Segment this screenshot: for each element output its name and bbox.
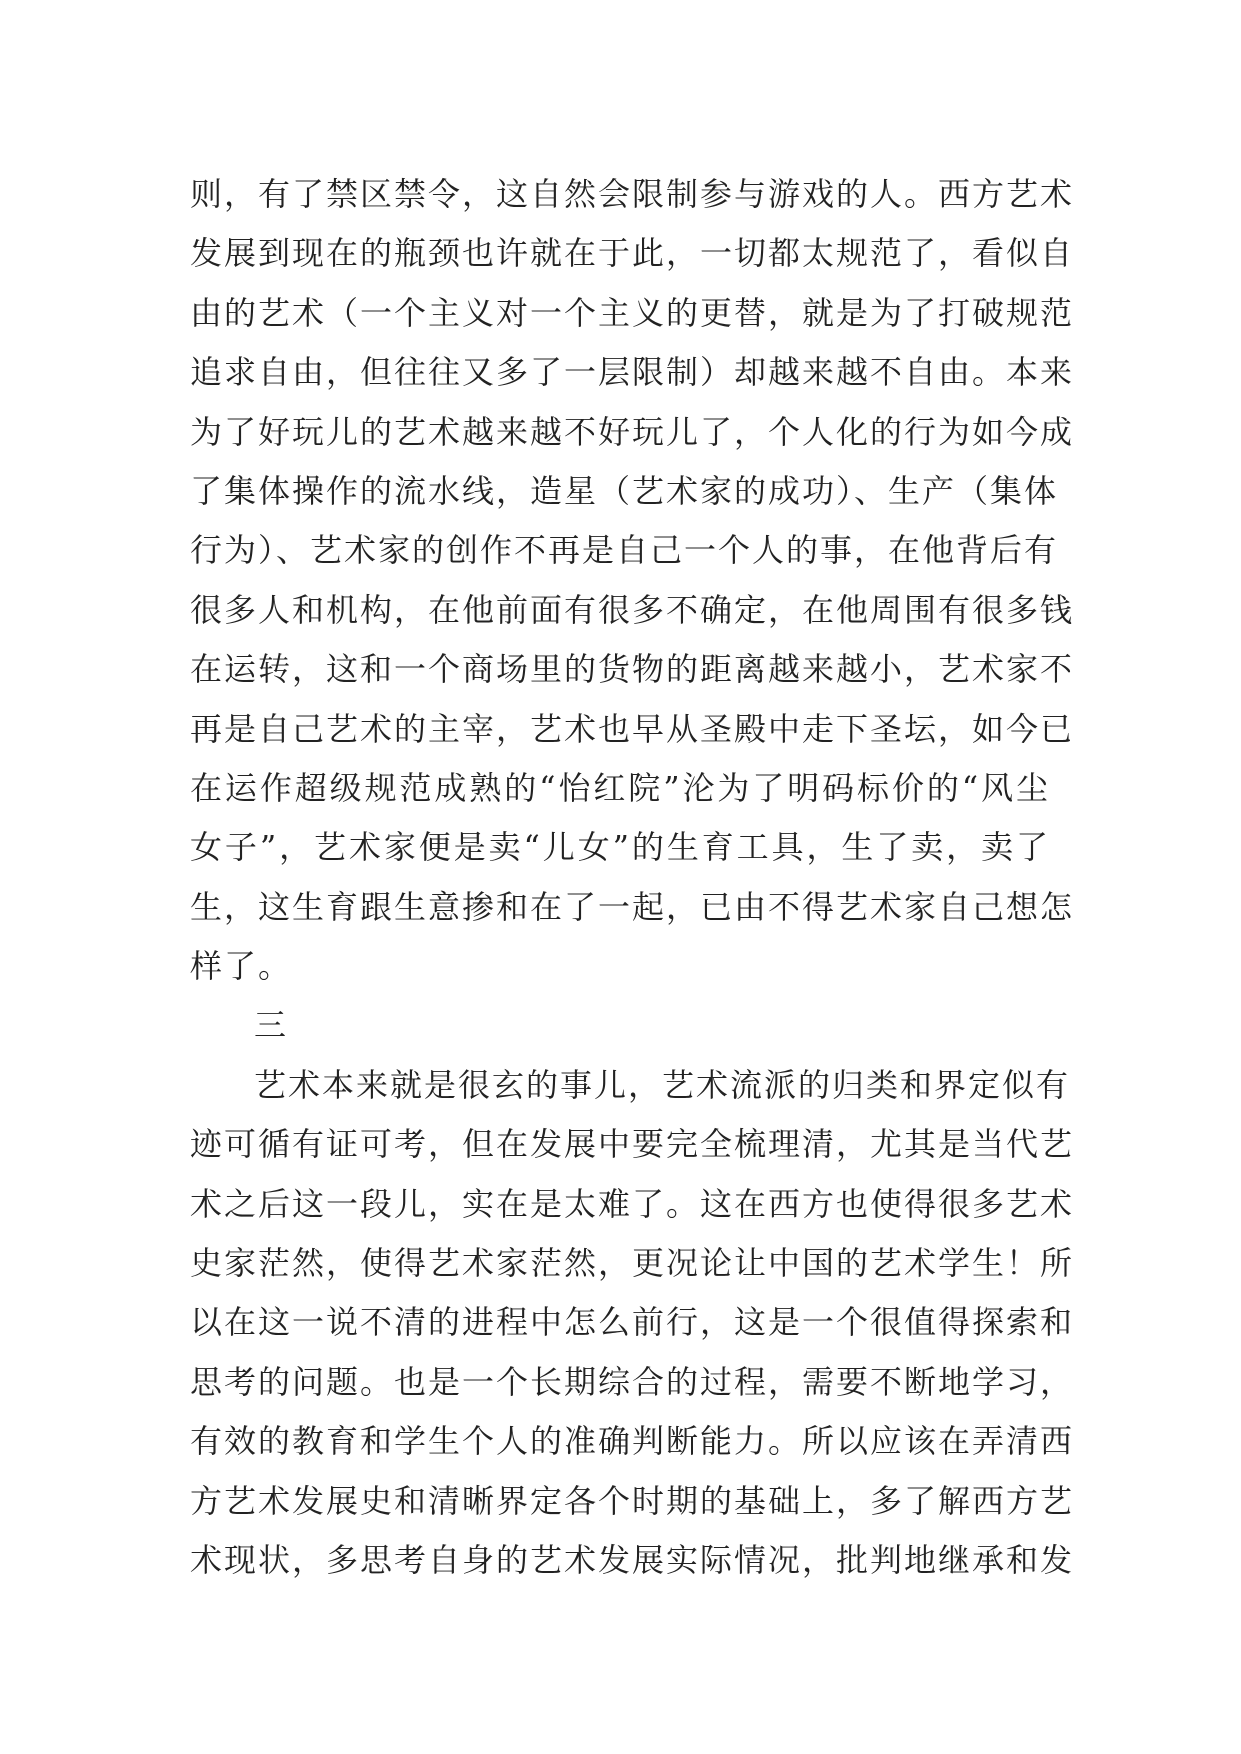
text-line: 在运作超级规范成熟的“怡红院”沦为了明码标价的“风尘: [190, 768, 1050, 807]
text-line: 思考的问题。也是一个长期综合的过程，需要不断地学习，: [190, 1362, 1075, 1401]
body-text: [190, 165, 1075, 1590]
text-line: 在运转，这和一个商场里的货物的距离越来越小，艺术家不: [190, 650, 1075, 689]
text-line: 很多人和机构，在他前面有很多不确定，在他周围有很多钱: [190, 590, 1075, 629]
text-line: 术之后这一段儿，实在是太难了。这在西方也使得很多艺术: [190, 1184, 1075, 1223]
text-line: 了集体操作的流水线，造星（艺术家的成功）、生产（集体: [190, 471, 1059, 510]
text-line: 以在这一说不清的进程中怎么前行，这是一个很值得探索和: [190, 1303, 1075, 1342]
text-line: 为了好玩儿的艺术越来越不好玩儿了，个人化的行为如今成: [190, 412, 1075, 451]
text-line: 发展到现在的瓶颈也许就在于此，一切都太规范了，看似自: [190, 234, 1075, 273]
text-line: 术现状，多思考自身的艺术发展实际情况，批判地继承和发: [190, 1540, 1075, 1579]
text-line: 有效的教育和学生个人的准确判断能力。所以应该在弄清西: [190, 1422, 1075, 1461]
text-line: 史家茫然，使得艺术家茫然，更况论让中国的艺术学生！所: [190, 1244, 1075, 1283]
text-line: 再是自己艺术的主宰，艺术也早从圣殿中走下圣坛，如今已: [190, 709, 1075, 748]
section-heading: 三: [254, 1006, 289, 1045]
text-line: 女子”，艺术家便是卖“儿女”的生育工具，生了卖，卖了: [190, 828, 1050, 867]
text-line: 方艺术发展史和清晰界定各个时期的基础上，多了解西方艺: [190, 1481, 1075, 1520]
text-line: 样了。: [190, 947, 293, 986]
text-line: 追求自由，但往往又多了一层限制）却越来越不自由。本来: [190, 353, 1075, 392]
text-line: 行为）、艺术家的创作不再是自己一个人的事，在他背后有: [190, 531, 1059, 570]
text-line: 艺术本来就是很玄的事儿，艺术流派的归类和界定似有: [254, 1065, 1071, 1104]
text-line: 生，这生育跟生意掺和在了一起，已由不得艺术家自己想怎: [190, 887, 1075, 926]
text-line: 迹可循有证可考，但在发展中要完全梳理清，尤其是当代艺: [190, 1125, 1075, 1164]
text-line: 则，有了禁区禁令，这自然会限制参与游戏的人。西方艺术: [190, 175, 1075, 213]
text-line: 由的艺术（一个主义对一个主义的更替，就是为了打破规范: [190, 293, 1075, 332]
